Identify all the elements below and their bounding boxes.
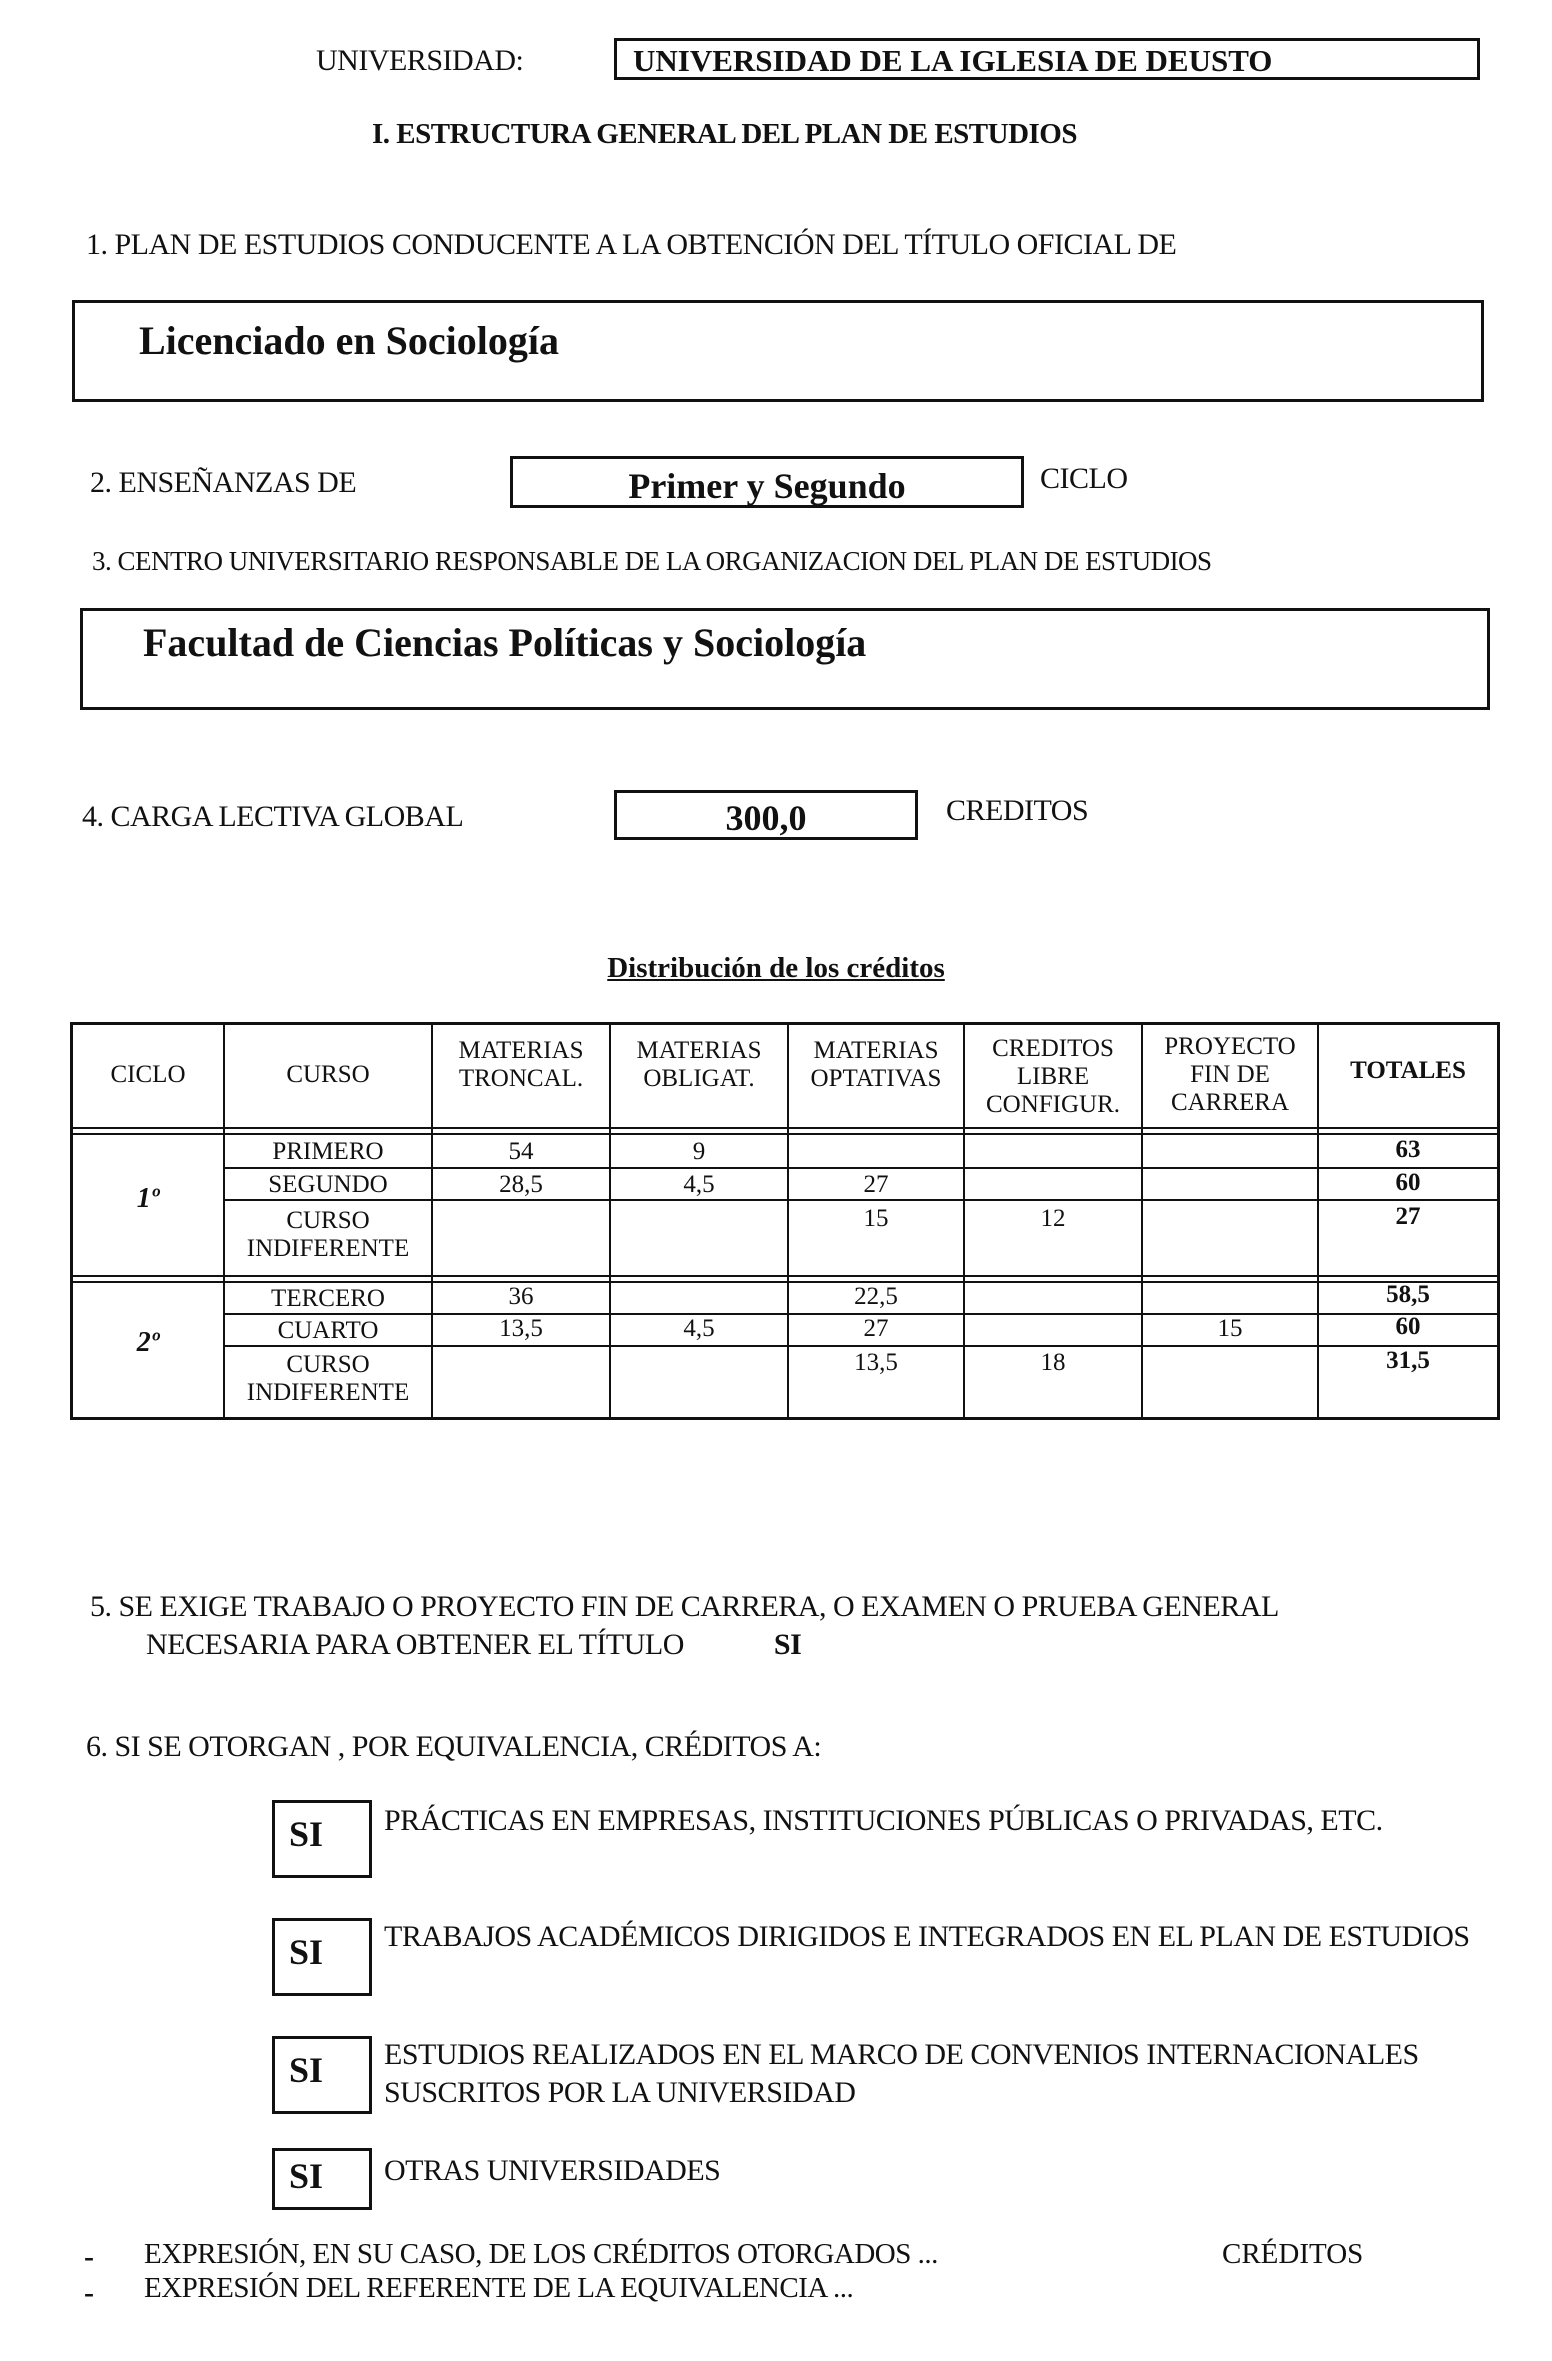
table-cell-total: 60 [1395, 1313, 1421, 1340]
global-load-field [614, 790, 918, 840]
table-row-curso: TERCERO [271, 1285, 385, 1312]
table-row-curso: CURSO INDIFERENTE [246, 1207, 410, 1262]
footer-line-2: EXPRESIÓN DEL REFERENTE DE LA EQUIVALENCIA ... [144, 2272, 854, 2304]
table-cell: 4,5 [683, 1171, 715, 1198]
center-value: Facultad de Ciencias Políticas y Sociología [143, 620, 867, 665]
table-cell: 12 [1040, 1205, 1066, 1232]
question-5-line2: NECESARIA PARA OBTENER EL TÍTULO [146, 1628, 684, 1661]
table-cell: 15 [863, 1205, 889, 1232]
degree-title-value: Licenciado en Sociología [139, 318, 559, 363]
equivalence-mark-3: SI [272, 2036, 372, 2114]
bullet-dash: - [84, 2240, 94, 2273]
cycle-value: Primer y Segundo [628, 466, 906, 506]
header-optativas-1: MATERIAS [813, 1037, 939, 1064]
equivalence-mark-4: SI [272, 2148, 372, 2210]
university-value: UNIVERSIDAD DE LA IGLESIA DE DEUSTO [633, 43, 1273, 78]
footer-line-1-suffix: CRÉDITOS [1222, 2238, 1364, 2270]
equivalence-item-4: OTRAS UNIVERSIDADES [384, 2154, 721, 2187]
cycle-2-label: 2º [136, 1327, 160, 1358]
table-row-curso: SEGUNDO [268, 1171, 388, 1198]
table-cell: 9 [692, 1138, 706, 1165]
question-1-label: 1. PLAN DE ESTUDIOS CONDUCENTE A LA OBTENCIÓN DEL TÍTULO OFICIAL DE [86, 228, 1177, 261]
equivalence-mark-1: SI [272, 1800, 372, 1878]
header-libre-1: CREDITOS [992, 1035, 1114, 1062]
header-troncal-1: MATERIAS [458, 1037, 584, 1064]
table-cell-total: 27 [1395, 1203, 1421, 1230]
university-label: UNIVERSIDAD: [316, 44, 524, 77]
equivalence-mark-2: SI [272, 1918, 372, 1996]
table-cell-total: 31,5 [1386, 1347, 1430, 1374]
header-proyecto-2: FIN DE [1190, 1061, 1270, 1088]
university-field [614, 38, 1480, 80]
equivalence-item-2: TRABAJOS ACADÉMICOS DIRIGIDOS E INTEGRADOS EN EL PLAN DE ESTUDIOS [384, 1920, 1470, 1953]
question-5 [90, 1588, 1510, 1664]
header-ciclo: CICLO [110, 1061, 186, 1088]
table-cell: 18 [1040, 1349, 1066, 1376]
question-4-label: 4. CARGA LECTIVA GLOBAL [82, 800, 464, 833]
cycle-field [510, 456, 1024, 508]
header-curso: CURSO [286, 1061, 370, 1088]
table-cell: 4,5 [683, 1315, 715, 1342]
header-optativas-2: OPTATIVAS [810, 1065, 942, 1092]
table-row-curso: CUARTO [277, 1317, 379, 1344]
header-totales: TOTALES [1350, 1057, 1466, 1084]
question-5-line1: 5. SE EXIGE TRABAJO O PROYECTO FIN DE CARRERA, O EXAMEN O PRUEBA GENERAL [90, 1590, 1279, 1623]
table-cell: 28,5 [499, 1171, 543, 1198]
bullet-dash: - [84, 2276, 94, 2309]
equivalence-item-1: PRÁCTICAS EN EMPRESAS, INSTITUCIONES PÚBLICAS O PRIVADAS, ETC. [384, 1804, 1383, 1837]
cycle-1-label: 1º [136, 1183, 160, 1214]
header-libre-2: LIBRE [1016, 1063, 1090, 1090]
table-cell: 13,5 [854, 1349, 898, 1376]
header-obligat-1: MATERIAS [636, 1037, 762, 1064]
distribution-title: Distribución de los créditos [607, 952, 945, 984]
global-load-value: 300,0 [725, 798, 807, 838]
center-field [80, 608, 1490, 710]
header-libre-3: CONFIGUR. [985, 1091, 1121, 1118]
header-obligat-2: OBLIGAT. [643, 1065, 755, 1092]
table-cell: 15 [1217, 1315, 1243, 1342]
cycle-suffix: CICLO [1040, 462, 1128, 495]
question-3-label: 3. CENTRO UNIVERSITARIO RESPONSABLE DE LA ORGANIZACION DEL PLAN DE ESTUDIOS [92, 546, 1212, 576]
degree-title-field [72, 300, 1484, 402]
table-cell-total: 60 [1395, 1169, 1421, 1196]
global-load-suffix: CREDITOS [946, 794, 1089, 827]
table-cell: 36 [508, 1283, 534, 1310]
table-cell: 13,5 [499, 1315, 543, 1342]
footer-line-1: EXPRESIÓN, EN SU CASO, DE LOS CRÉDITOS OTORGADOS ... [144, 2238, 938, 2270]
table-cell: 54 [508, 1138, 534, 1165]
header-proyecto-3: CARRERA [1170, 1089, 1290, 1116]
question-5-answer: SI [773, 1628, 802, 1661]
table-cell-total: 58,5 [1386, 1281, 1430, 1308]
header-troncal-2: TRONCAL. [458, 1065, 584, 1092]
header-proyecto-1: PROYECTO [1164, 1033, 1296, 1060]
question-2-label: 2. ENSEÑANZAS DE [90, 466, 357, 499]
table-cell: 27 [863, 1171, 889, 1198]
table-cell-total: 63 [1395, 1136, 1421, 1163]
table-cell: 22,5 [854, 1283, 898, 1310]
section-title: I. ESTRUCTURA GENERAL DEL PLAN DE ESTUDIOS [372, 118, 1077, 150]
credits-table [70, 1022, 1500, 1420]
table-row-curso: CURSO INDIFERENTE [246, 1351, 410, 1406]
table-cell: 27 [863, 1315, 889, 1342]
question-6-label: 6. SI SE OTORGAN , POR EQUIVALENCIA, CRÉDITOS A: [86, 1730, 822, 1763]
equivalence-item-3: ESTUDIOS REALIZADOS EN EL MARCO DE CONVENIOS INTERNACIONALES SUSCRITOS POR LA UNIVERSIDAD [384, 2038, 1419, 2109]
table-row-curso: PRIMERO [272, 1138, 384, 1165]
